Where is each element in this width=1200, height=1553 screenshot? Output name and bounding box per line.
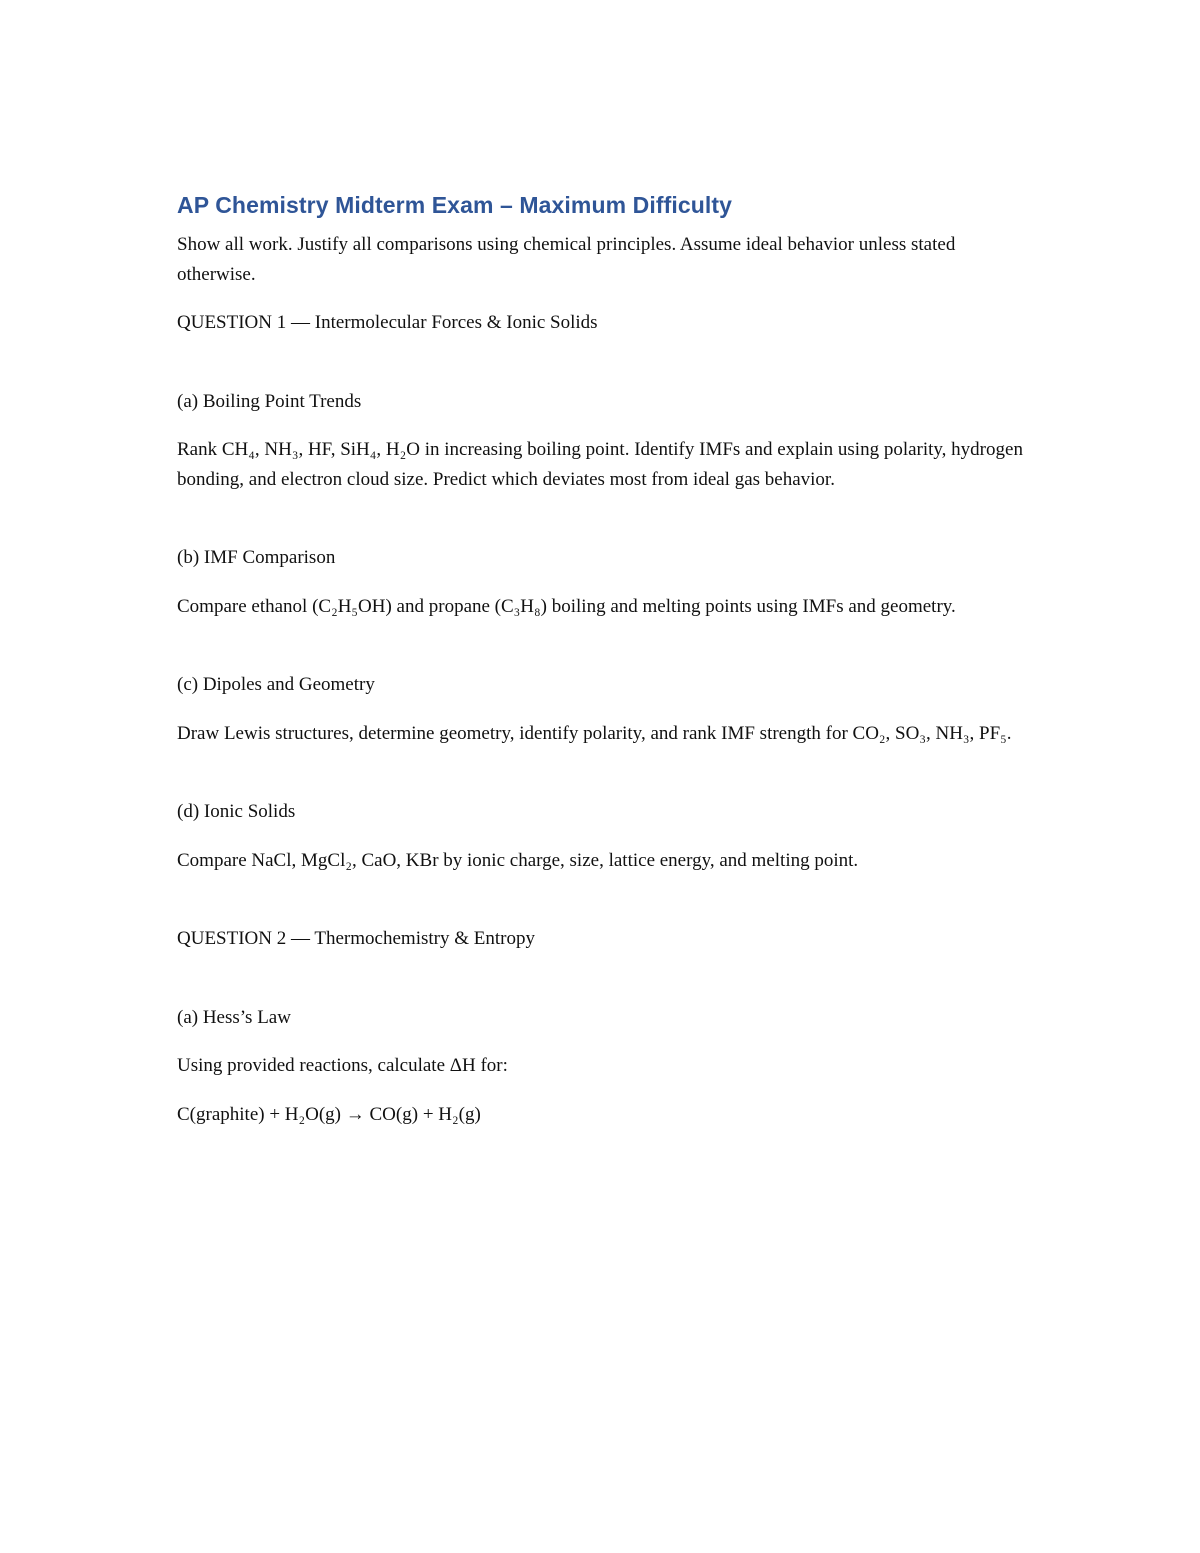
q1-part-d-heading: (d) Ionic Solids: [177, 801, 296, 822]
spacer: [177, 357, 1027, 387]
spacer: [177, 767, 1027, 797]
q2-part-a-body: Using provided reactions, calculate ΔH for:: [177, 1055, 508, 1076]
spacer: [177, 640, 1027, 670]
q1-part-c-body: Draw Lewis structures, determine geometry, identify polarity, and rank IMF strength for CO₂, SO₃, NH₃, PF₅.: [177, 722, 1012, 744]
document-title: AP Chemistry Midterm Exam – Maximum Difficulty: [177, 192, 733, 218]
q1-part-a-heading: (a) Boiling Point Trends: [177, 390, 362, 412]
document-content: [177, 190, 1027, 1148]
q2-part-a-heading: (a) Hess’s Law: [177, 1006, 291, 1028]
q1-part-c-heading: (c) Dipoles and Geometry: [177, 674, 375, 695]
q2-part-a-equation: C(graphite) + H₂O(g) → CO(g) + H₂(g): [177, 1103, 481, 1125]
q1-part-b-body: Compare ethanol (C₂H₅OH) and propane (C₃H₈) boiling and melting points using IMFs and geometry.: [177, 595, 956, 617]
spacer: [177, 973, 1027, 1003]
spacer: [177, 513, 1027, 543]
spacer: [177, 894, 1027, 924]
question-2-heading: QUESTION 2 — Thermochemistry & Entropy: [177, 928, 535, 949]
question-1-heading: QUESTION 1 — Intermolecular Forces & Ionic Solids: [177, 312, 598, 333]
q1-part-b-heading: (b) IMF Comparison: [177, 547, 336, 568]
exam-instructions: Show all work. Justify all comparisons using chemical principles. Assume ideal behavior unless stated otherwise.: [177, 234, 956, 285]
q1-part-d-body: Compare NaCl, MgCl₂, CaO, KBr by ionic charge, size, lattice energy, and melting point.: [177, 849, 859, 871]
q1-part-a-body: Rank CH₄, NH₃, HF, SiH₄, H₂O in increasing boiling point. Identify IMFs and explain using polarity, hydrogen bonding, and electron cloud size. Predict which deviates most from ideal gas behavior.: [177, 439, 1023, 490]
